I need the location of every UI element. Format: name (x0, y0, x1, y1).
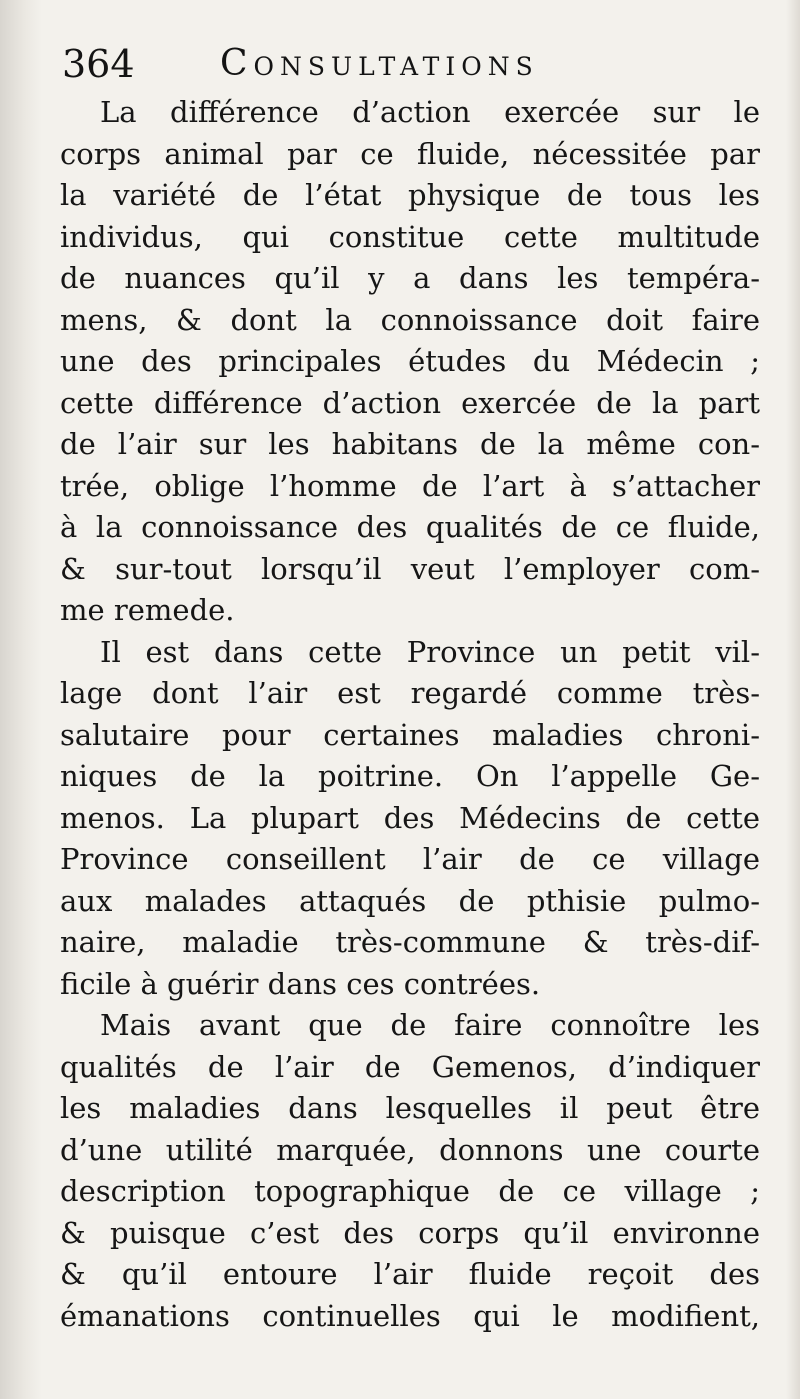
text-line: mens, & dont la connoissance doit faire (60, 302, 760, 337)
text-line: à la connoissance des qualités de ce fluide, (60, 510, 760, 544)
page-edge (786, 0, 800, 1399)
text-line: la variété de l’état physique de tous les (60, 178, 760, 212)
running-title: Consultations (220, 43, 539, 84)
text-line: Il est dans cette Province un petit vil- (100, 634, 760, 669)
text-line: aux malades attaqués de pthisie pulmo- (60, 883, 760, 918)
text-line: qualités de l’air de Gemenos, d’indiquer (60, 1049, 760, 1084)
text-line: Mais avant que de faire connoître les (100, 1008, 760, 1042)
text-line: Province conseillent l’air de ce village (60, 842, 760, 876)
text-line: trée, oblige l’homme de l’art à s’attacher (60, 468, 760, 503)
page-header (62, 36, 762, 94)
paragraph (60, 632, 760, 1006)
paragraph (60, 1005, 760, 1337)
text-line: & qu’il entoure l’air fluide reçoit des (60, 1257, 760, 1291)
text-line: cette différence d’action exercée de la part (60, 385, 760, 420)
text-line: & puisque c’est des corps qu’il environne (60, 1215, 760, 1250)
text-line: de nuances qu’il y a dans les tempéra- (60, 261, 760, 295)
text-line: lage dont l’air est regardé comme très- (60, 676, 760, 710)
binding-shadow (0, 0, 42, 1399)
page-number: 364 (62, 42, 135, 86)
text-line: de l’air sur les habitans de la même con- (60, 427, 760, 461)
body-text (60, 92, 760, 1337)
text-line: & sur-tout lorsqu’il veut l’employer com- (60, 551, 760, 586)
text-line: me remede. (60, 593, 235, 627)
text-line: description topographique de ce village ; (60, 1174, 760, 1208)
text-line: corps animal par ce fluide, nécessitée par (60, 136, 760, 171)
text-line: naire, maladie très-commune & très-dif- (60, 925, 760, 959)
text-line: La différence d’action exercée sur le (100, 95, 760, 129)
text-line: les maladies dans lesquelles il peut être (60, 1091, 760, 1125)
paragraph (60, 92, 760, 632)
text-line: d’une utilité marquée, donnons une courte (60, 1132, 760, 1167)
text-line: ficile à guérir dans ces contrées. (60, 966, 541, 1001)
text-line: niques de la poitrine. On l’appelle Ge- (60, 759, 760, 793)
text-line: individus, qui constitue cette multitude (60, 219, 760, 254)
text-line: émanations continuelles qui le modifient, (60, 1298, 760, 1333)
text-line: une des principales études du Médecin ; (60, 344, 760, 378)
text-line: menos. La plupart des Médecins de cette (60, 800, 760, 835)
text-line: salutaire pour certaines maladies chroni- (60, 717, 760, 752)
